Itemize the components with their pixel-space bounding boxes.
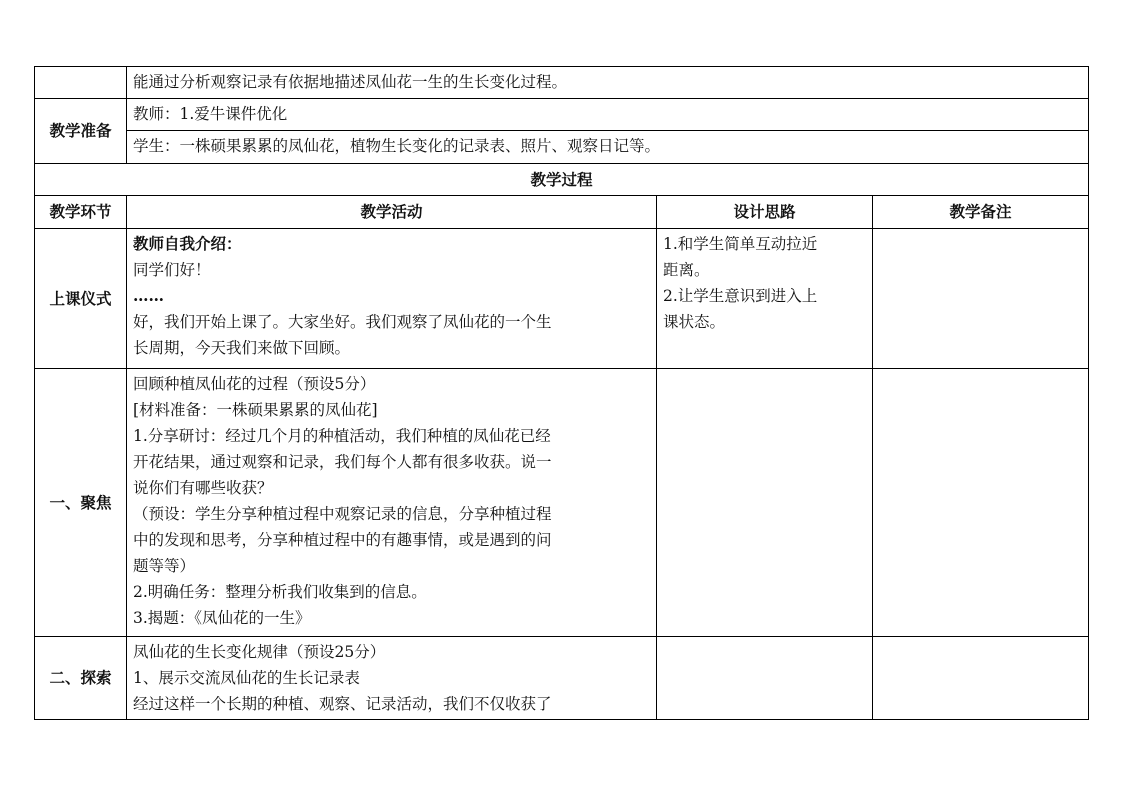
header-row	[35, 196, 1089, 229]
process-title-row	[35, 164, 1089, 196]
prep-student-row	[35, 131, 1089, 164]
header-design: 设计思路	[657, 196, 873, 229]
objective-text: 能通过分析观察记录有依据地描述凤仙花一生的生长变化过程。	[127, 67, 1089, 99]
explore-row	[35, 637, 1089, 720]
focus-activity-cell	[127, 369, 657, 637]
intro-line: 长周期，今天我们来做下回顾。	[133, 339, 351, 357]
intro-design-line: 1.和学生简单互动拉近	[663, 235, 818, 253]
header-stage: 教学环节	[35, 196, 127, 229]
prep-teacher-text: 教师：1.爱牛课件优化	[127, 99, 1089, 131]
explore-line: 1、展示交流凤仙花的生长记录表	[133, 669, 360, 687]
header-activity: 教学活动	[127, 196, 657, 229]
intro-design-line: 2.让学生意识到进入上	[663, 287, 818, 305]
focus-line: 说你们有哪些收获？	[133, 479, 273, 497]
explore-design-cell	[657, 637, 873, 720]
prep-student-text: 学生：一株硕果累累的凤仙花，植物生长变化的记录表、照片、观察日记等。	[127, 131, 1089, 164]
process-title: 教学过程	[35, 164, 1089, 196]
focus-row	[35, 369, 1089, 637]
focus-line: 题等等）	[133, 557, 196, 575]
intro-stage: 上课仪式	[35, 229, 127, 369]
header-notes: 教学备注	[873, 196, 1089, 229]
prep-teacher-row	[35, 99, 1089, 131]
focus-line: [材料准备：一株硕果累累的凤仙花]	[133, 401, 378, 419]
intro-notes-cell	[873, 229, 1089, 369]
focus-line: 2.明确任务：整理分析我们收集到的信息。	[133, 583, 427, 601]
lesson-plan-table	[34, 66, 1089, 720]
focus-line: （预设：学生分享种植过程中观察记录的信息，分享种植过程	[133, 505, 552, 523]
focus-line: 1.分享研讨：经过几个月的种植活动，我们种植的凤仙花已经	[133, 427, 551, 445]
explore-activity-cell	[127, 637, 657, 720]
intro-line: ……	[133, 286, 164, 305]
objective-row	[35, 67, 1089, 99]
explore-line: 经过这样一个长期的种植、观察、记录活动，我们不仅收获了	[133, 695, 552, 713]
intro-design-line: 距离。	[663, 261, 710, 279]
focus-line: 3.揭题：《凤仙花的一生》	[133, 609, 311, 627]
intro-row	[35, 229, 1089, 369]
focus-line: 回顾种植凤仙花的过程（预设5分）	[133, 375, 376, 393]
focus-notes-cell	[873, 369, 1089, 637]
focus-line: 中的发现和思考，分享种植过程中的有趣事情，或是遇到的问	[133, 531, 552, 549]
intro-line: 好，我们开始上课了。大家坐好。我们观察了凤仙花的一个生	[133, 313, 552, 331]
focus-line: 开花结果，通过观察和记录，我们每个人都有很多收获。说一	[133, 453, 552, 471]
focus-stage: 一、聚焦	[35, 369, 127, 637]
explore-stage: 二、探索	[35, 637, 127, 720]
explore-notes-cell	[873, 637, 1089, 720]
intro-design-line: 课状态。	[663, 313, 726, 331]
objective-label-cell	[35, 67, 127, 99]
intro-activity-cell	[127, 229, 657, 369]
intro-design-cell	[657, 229, 873, 369]
explore-line: 凤仙花的生长变化规律（预设25分）	[133, 643, 386, 661]
intro-line: 同学们好！	[133, 261, 211, 279]
focus-design-cell	[657, 369, 873, 637]
prep-label: 教学准备	[35, 99, 127, 164]
intro-line: 教师自我介绍：	[133, 234, 242, 253]
